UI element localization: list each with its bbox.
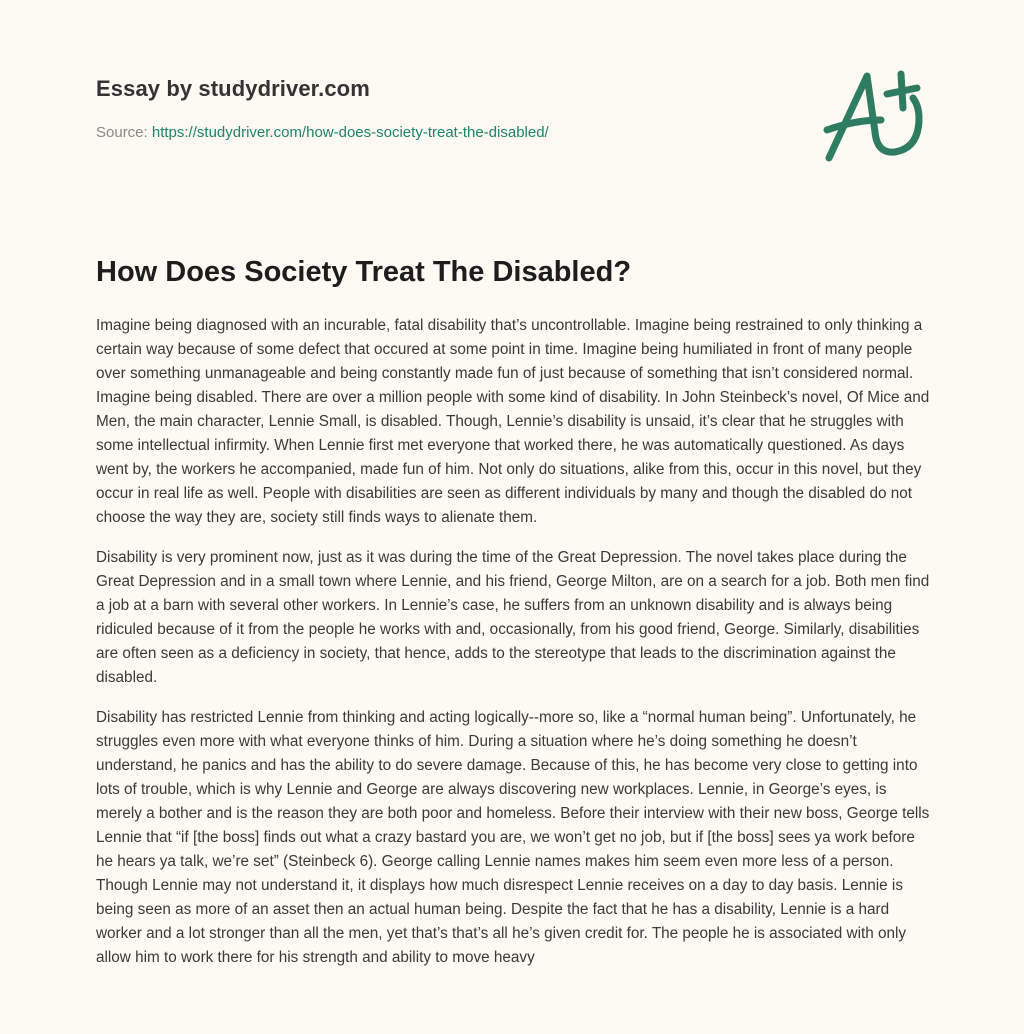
essay-body (96, 314, 936, 986)
source-label: Source: (96, 124, 148, 141)
source-line (96, 124, 549, 141)
source-link[interactable]: https://studydriver.com/how-does-society-treat-the-disabled/ (151, 124, 549, 141)
a-plus-logo-icon (815, 62, 945, 172)
essay-paragraph: Imagine being diagnosed with an incurable, fatal disability that’s uncontrollable. Imagine being restrained to only thinking a certain way because of some defect that occured at some point in time. Imagine being humiliated in front of many people over something unmanageable and being constantly made fun of just because of something that isn’t considered normal. Imagine being disabled. There are over a million people with some kind of disability. In John Steinbeck’s novel, Of Mice and Men, the main character, Lennie Small, is disabled. Though, Lennie’s disability is unsaid, it’s clear that he struggles with some intellectual infirmity. When Lennie first met everyone that worked there, he was automatically questioned. As days went by, the workers he accompanied, made fun of him. Not only do situations, alike from this, occur in this novel, but they occur in real life as well. People with disabilities are seen as different individuals by many and though the disabled do not choose the way they are, society still finds ways to alienate them. (96, 317, 930, 526)
header (96, 76, 370, 102)
essay-paragraph: Disability is very prominent now, just as it was during the time of the Great Depression. The novel takes place during the Great Depression and in a small town where Lennie, and his friend, George Milton, are on a search for a job. Both men find a job at a barn with several other workers. In Lennie’s case, he suffers from an unknown disability and is always being ridiculed because of it from the people he works with and, occasionally, from his good friend, George. Similarly, disabilities are often seen as a deficiency in society, that hence, adds to the stereotype that leads to the discrimination against the disabled. (96, 549, 930, 686)
essay-title: How Does Society Treat The Disabled? (96, 256, 632, 288)
site-brand: Essay by studydriver.com (96, 76, 370, 101)
essay-paragraph: Disability has restricted Lennie from thinking and acting logically--more so, like a “normal human being”. Unfortunately, he struggles even more with what everyone thinks of him. During a situation where he’s doing something he doesn’t understand, he panics and has the ability to do severe damage. Because of this, he has become very close to getting into lots of trouble, which is why Lennie and George are always discovering new workplaces. Lennie, in George’s eyes, is merely a bother and is the reason they are both poor and homeless. Before their interview with their new boss, George tells Lennie that “if [the boss] finds out what a crazy bastard you are, we won’t get no job, but if [the boss] sees ya work before he hears ya talk, we’re set” (Steinbeck 6). George calling Lennie names makes him seem even more less of a person. Though Lennie may not understand it, it displays how much disrespect Lennie receives on a day to day basis. Lennie is being seen as more of an asset then an actual human being. Despite the fact that he has a disability, Lennie is a hard worker and a lot stronger than all the men, yet that’s that’s all he’s given credit for. The people he is associated with only allow him to work there for his strength and ability to move heavy (96, 709, 930, 966)
